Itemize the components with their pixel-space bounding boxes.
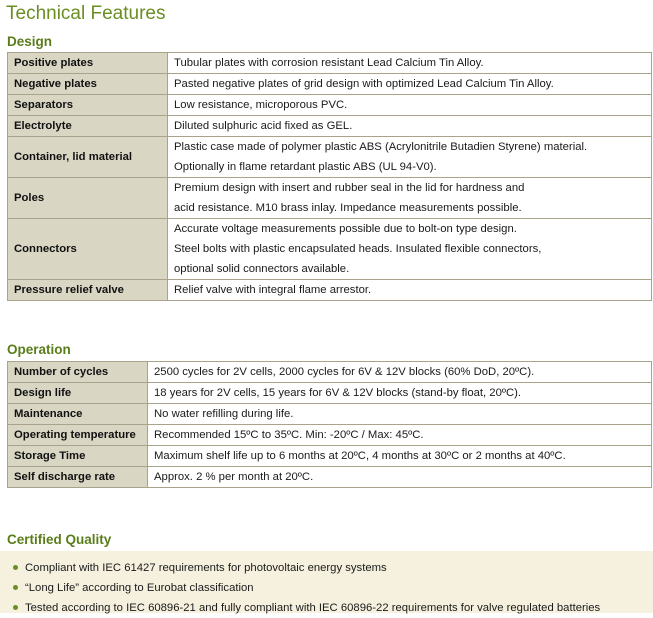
row-label: Self discharge rate — [8, 467, 148, 488]
bullet-icon — [13, 585, 18, 590]
design-heading: Design — [7, 34, 53, 49]
value-line: acid resistance. M10 brass inlay. Impedance measurements possible. — [174, 202, 522, 214]
operation-table — [7, 361, 652, 488]
table-row — [8, 178, 652, 219]
certified-quality-heading: Certified Quality — [7, 532, 112, 547]
value-line: optional solid connectors available. — [174, 263, 350, 275]
row-label: Storage Time — [8, 446, 148, 467]
row-label: Pressure relief valve — [8, 280, 168, 301]
list-item — [13, 598, 600, 618]
table-row — [8, 446, 652, 467]
value-line: Maximum shelf life up to 6 months at 20ºC, 4 months at 30ºC or 2 months at 40ºC. — [154, 450, 566, 462]
row-label: Connectors — [8, 219, 168, 280]
value-line: 2500 cycles for 2V cells, 2000 cycles for 6V & 12V blocks (60% DoD, 20ºC). — [154, 366, 535, 378]
value-line: Diluted sulphuric acid fixed as GEL. — [174, 120, 353, 132]
value-line: Pasted negative plates of grid design with optimized Lead Calcium Tin Alloy. — [174, 78, 554, 90]
row-label: Design life — [8, 383, 148, 404]
row-value — [168, 95, 652, 116]
value-line: No water refilling during life. — [154, 408, 294, 420]
row-value — [168, 53, 652, 74]
row-value — [148, 446, 652, 467]
table-row — [8, 425, 652, 446]
table-row — [8, 95, 652, 116]
page-title: Technical Features — [6, 3, 166, 24]
value-line: Premium design with insert and rubber seal in the lid for hardness and — [174, 182, 525, 194]
row-value — [148, 404, 652, 425]
table-row — [8, 74, 652, 95]
certified-quality-list — [13, 558, 600, 618]
row-value — [168, 137, 652, 178]
value-line: Accurate voltage measurements possible due to bolt-on type design. — [174, 223, 517, 235]
operation-heading: Operation — [7, 342, 71, 357]
value-line: Relief valve with integral flame arrestor. — [174, 284, 372, 296]
value-line: Steel bolts with plastic encapsulated heads. Insulated flexible connectors, — [174, 243, 542, 255]
row-value — [148, 425, 652, 446]
row-label: Poles — [8, 178, 168, 219]
row-value — [148, 467, 652, 488]
table-row — [8, 280, 652, 301]
list-item-text: Tested according to IEC 60896-21 and fully compliant with IEC 60896-22 requirements for valve regulated batteries — [25, 602, 601, 614]
certified-quality-box — [0, 551, 653, 613]
row-value — [168, 219, 652, 280]
value-line: Plastic case made of polymer plastic ABS (Acrylonitrile Butadien Styrene) material. — [174, 141, 588, 153]
list-item-text: Compliant with IEC 61427 requirements for photovoltaic energy systems — [25, 562, 387, 574]
list-item — [13, 578, 600, 598]
bullet-icon — [13, 565, 18, 570]
row-label: Maintenance — [8, 404, 148, 425]
row-label: Operating temperature — [8, 425, 148, 446]
bullet-icon — [13, 605, 18, 610]
value-line: Optionally in flame retardant plastic ABS (UL 94-V0). — [174, 161, 437, 173]
row-value — [168, 178, 652, 219]
table-row — [8, 137, 652, 178]
table-row — [8, 116, 652, 137]
value-line: Tubular plates with corrosion resistant Lead Calcium Tin Alloy. — [174, 57, 484, 69]
row-label: Container, lid material — [8, 137, 168, 178]
value-line: Approx. 2 % per month at 20ºC. — [154, 471, 314, 483]
row-value — [168, 116, 652, 137]
list-item — [13, 558, 600, 578]
list-item-text: “Long Life” according to Eurobat classification — [25, 582, 254, 594]
row-value — [168, 280, 652, 301]
table-row — [8, 53, 652, 74]
row-label: Positive plates — [8, 53, 168, 74]
design-table — [7, 52, 652, 301]
value-line: Low resistance, microporous PVC. — [174, 99, 348, 111]
row-label: Electrolyte — [8, 116, 168, 137]
value-line: Recommended 15ºC to 35ºC. Min: -20ºC / Max: 45ºC. — [154, 429, 424, 441]
row-value — [148, 383, 652, 404]
table-row — [8, 404, 652, 425]
row-label: Number of cycles — [8, 362, 148, 383]
row-label: Negative plates — [8, 74, 168, 95]
table-row — [8, 383, 652, 404]
table-row — [8, 362, 652, 383]
table-row — [8, 467, 652, 488]
value-line: 18 years for 2V cells, 15 years for 6V & 12V blocks (stand-by float, 20ºC). — [154, 387, 522, 399]
row-label: Separators — [8, 95, 168, 116]
table-row — [8, 219, 652, 280]
row-value — [148, 362, 652, 383]
row-value — [168, 74, 652, 95]
